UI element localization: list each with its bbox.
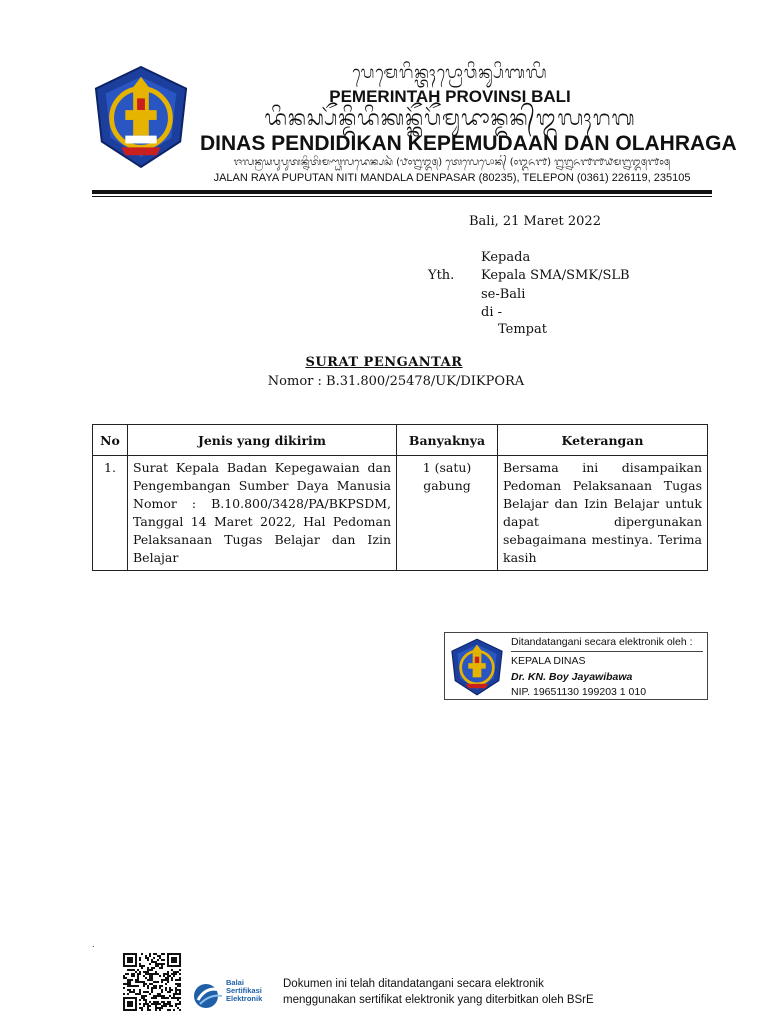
signer-nip: NIP. 19651130 199203 1 010 [511,686,647,698]
cell-keterangan: Bersama ini disampaikan Pedoman Pelaksanaan Tugas Belajar dan Izin Belajar untuk dapat dipergunakan sebagaimana mestinya. Terima kasih [498,456,708,571]
table-row [93,456,708,571]
addressee-line-4: Tempat [498,322,547,337]
bsre-logo-icon [190,980,226,1010]
bsre-label: Balai Sertifikasi Elektronik [226,978,263,1003]
letterhead-script-line-1: ᬧᬾᬫᬾᬭᬶᬦ᭄ᬢᬄᬧ᭄ᬭᭀᬯᬶᬦ᭄ᬲᬶᬩᬮᬶ [352,63,548,83]
letterhead-address: JALAN RAYA PUPUTAN NITI MANDALA DENPASAR (80235), TELEPON (0361) 226119, 235105 [213,172,691,184]
cell-banyaknya: 1 (satu) gabung [397,456,498,571]
bali-province-emblem-icon [92,62,190,172]
items-table [92,424,708,571]
table-header-row [93,425,708,456]
letterhead-script-line-3: ᬚᬮᬦ᭄ᬭᬬᬧᬸᬧᬸᬢᬦ᭄ᬦᬶᬢᬶᬫᬡ᭄ᬟᬮᬤᬾᬦ᭄ᬧᬲᬃ (᭘᭐᭒᭓᭕) ᬢᬾᬮᬾᬧᭀᬦ᭄ (᭐᭓᭖᭑) ᭒᭒᭖᭑᭑᭙ᬫ᭒᭓᭕᭑᭐᭕ [233,157,671,168]
column-header-no: No [93,425,128,456]
signature-heading: Ditandatangani secara elektronik oleh : [511,636,693,648]
kepada-label: Kepada [481,250,531,265]
letterhead-government: PEMERINTAH PROVINSI BALI [329,87,571,106]
letter-number: Nomor : B.31.800/25478/UK/DIKPORA [267,374,525,389]
yth-label: Yth. [428,268,455,283]
qr-code-icon [120,953,184,1011]
letterhead-rule-thin [92,196,712,197]
footer-line-1: Dokumen ini telah ditandatangani secara elektronik [283,978,544,990]
signer-position: KEPALA DINAS [511,655,586,667]
addressee-line-3: di - [481,305,503,320]
column-header-banyaknya: Banyaknya [397,425,498,456]
letter-title: SURAT PENGANTAR [305,355,463,370]
letter-date: Bali, 21 Maret 2022 [469,214,601,229]
electronic-signature-box [444,632,708,700]
cell-no: 1. [93,456,128,571]
column-header-keterangan: Keterangan [498,425,708,456]
column-header-jenis: Jenis yang dikirim [128,425,397,456]
addressee-line-2: se-Bali [481,287,526,302]
footer-dot: . [92,940,95,949]
letterhead-script-line-2: ᬤᬶᬦᬲ᭄ᬧᭂᬦ᭄ᬤᬶᬤᬶᬓᬦ᭄ᬓᭂᬧᭂᬫᬸᬤᬵᬦ᭄ᬤᬦ᭄ᬑᬮᬄᬭᬕ [264,106,636,130]
letterhead-agency: DINAS PENDIDIKAN KEPEMUDAAN DAN OLAHRAGA [200,132,737,155]
bali-province-emblem-icon [449,637,505,697]
cell-jenis: Surat Kepala Badan Kepegawaian dan Pengembangan Sumber Daya Manusia Nomor : B.10.800/3428/PA/BKPSDM, Tanggal 14 Maret 2022, Hal Pedoman Pelaksanaan Tugas Belajar dan Izin Belajar [128,456,397,571]
letterhead-rule-thick [92,190,712,194]
signer-name: Dr. KN. Boy Jayawibawa [511,671,633,683]
footer-line-2: menggunakan sertifikat elektronik yang diterbitkan oleh BSrE [283,994,594,1006]
addressee-line-1: Kepala SMA/SMK/SLB [481,268,630,283]
signature-divider [511,651,703,652]
